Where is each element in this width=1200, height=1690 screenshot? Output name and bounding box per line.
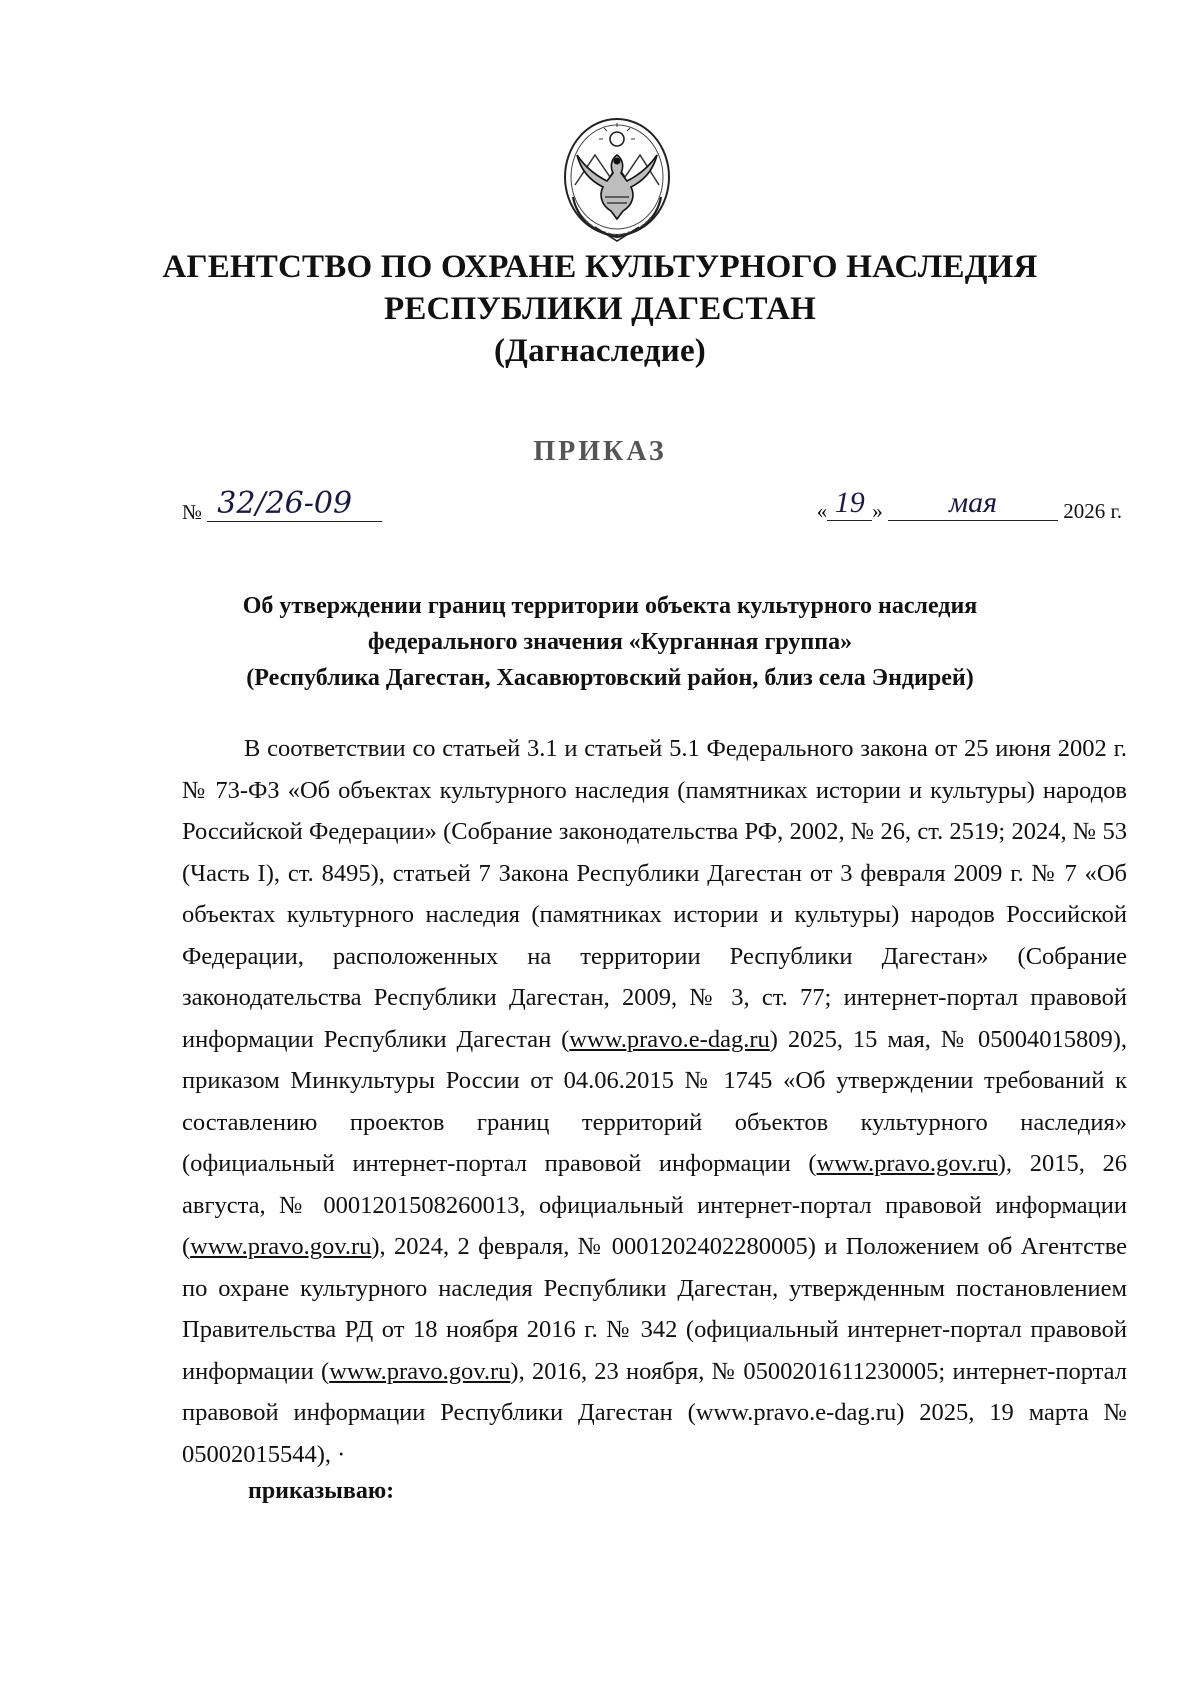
number-date-row <box>182 480 1122 530</box>
date-day-handwritten: 19 <box>827 486 872 521</box>
preamble-part-c: ), 2015, 26 августа, № 0001201508260013, официальный интернет-портал правовой информации ( <box>182 1150 1127 1260</box>
order-number-handwritten: 32/26-09 <box>207 486 382 522</box>
preamble-part-e: ), 2016, 23 ноября, № 0500201611230005; интернет-портал правовой информации Республики Дагестан (www.pravo.e-dag.ru) 2025, 19 марта № 05002015544), · <box>182 1357 1127 1468</box>
subject-line3: (Республика Дагестан, Хасавюртовский район, близ села Эндирей) <box>246 665 974 691</box>
agency-short-name: (Дагнаследие) <box>493 333 706 369</box>
date-open-quote: « <box>816 499 828 523</box>
preamble-part-a: В соответствии со статьей 3.1 и статьей 5.1 Федерального закона от 25 июня 2002 г. № 73-ФЗ «Об объектах культурного наследия (памятниках истории и культуры) народов Российской Федерации» (Собрание законодательства РФ, 2002, № 26, ст. 2519; 2024, № 53 (Часть I), ст. 8495), статьей 7 Закона Республики Дагестан от 3 февраля 2009 г. № 7 «Об объектах культурного наследия (памятниках истории и культуры) народов Российской Федерации, расположенных на территории Республики Дагестан» (Собрание законодательства Республики Дагестан, 2009, № 3, ст. 77; интернет-портал правовой информации Республики Дагестан ( <box>182 735 1127 1053</box>
subject-line2: федерального значения «Курганная группа» <box>367 629 853 655</box>
preamble-paragraph <box>182 728 1127 1475</box>
order-subject <box>150 588 1070 696</box>
pravo-edag-link[interactable]: www.pravo.e-dag.ru <box>569 1025 770 1053</box>
number-sign: № <box>182 500 203 524</box>
preamble-part-d: ), 2024, 2 февраля, № 0001202402280005) и Положением об Агентстве по охране культурного наследия Республики Дагестан, утвержденным постановлением Правительства РД от 18 ноября 2016 г. № 342 (официальный интернет-портал правовой информации ( <box>182 1233 1127 1385</box>
dagestan-coat-of-arms-icon <box>555 115 680 250</box>
order-verb: приказываю: <box>248 1478 395 1504</box>
pravo-gov-link-2[interactable]: www.pravo.gov.ru <box>190 1233 372 1260</box>
date-month-handwritten: мая <box>888 486 1058 521</box>
agency-header <box>0 246 1200 372</box>
pravo-gov-link[interactable]: www.pravo.gov.ru <box>816 1150 998 1177</box>
preamble-part-b: ) 2025, 15 мая, № 05004015809), приказом Минкультуры России от 04.06.2015 № 1745 «Об утверждении требований к составлению проектов границ территорий объектов культурного наследия» (официальный интернет-портал правовой информации ( <box>182 1025 1127 1177</box>
agency-name-line2: РЕСПУБЛИКИ ДАГЕСТАН <box>383 291 817 327</box>
order-number <box>182 486 382 528</box>
pravo-gov-link-3[interactable]: www.pravo.gov.ru <box>329 1357 511 1385</box>
date-close-quote: » <box>872 499 883 523</box>
date-year: 2026 г. <box>1063 499 1122 523</box>
agency-name-line1: АГЕНТСТВО ПО ОХРАНЕ КУЛЬТУРНОГО НАСЛЕДИЯ <box>162 249 1038 285</box>
order-date <box>816 486 1122 527</box>
subject-line1: Об утверждении границ территории объекта культурного наследия <box>242 593 978 619</box>
document-type-title: ПРИКАЗ <box>533 436 667 467</box>
